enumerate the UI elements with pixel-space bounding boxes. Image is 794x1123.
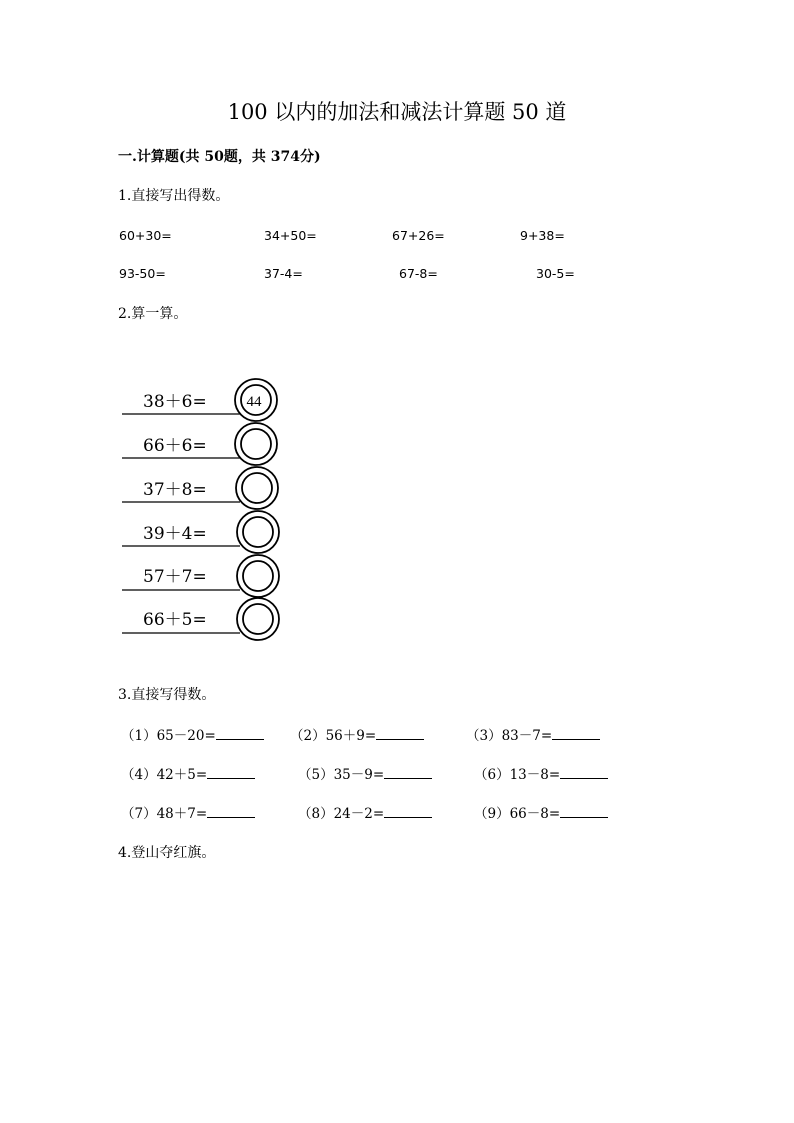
q3-expr: （8）24－2= [298, 806, 385, 822]
q3-expr: （2）56＋9= [290, 728, 377, 744]
q3-expr: （6）13－8= [474, 767, 561, 783]
equation-label: 66＋5= [143, 610, 207, 630]
equation-label: 38＋6= [143, 392, 207, 412]
page-title: 100 以内的加法和减法计算题 50 道 [227, 100, 567, 124]
answer-blank[interactable] [384, 764, 432, 779]
q3-item [121, 803, 255, 823]
answer-circle-inner [243, 561, 273, 591]
q3-item [121, 764, 255, 784]
answer-blank[interactable] [560, 803, 608, 818]
answer-blank[interactable] [216, 725, 264, 740]
q3-expr: （3）83－7= [466, 728, 553, 744]
q3-item [474, 764, 608, 784]
question-1-title: 1.直接写出得数。 [118, 188, 230, 204]
q3-item [121, 725, 264, 745]
q3-expr: （9）66－8= [474, 806, 561, 822]
q1-item: 67-8= [399, 266, 438, 281]
question-2-title: 2.算一算。 [118, 306, 188, 322]
q3-expr: （4）42＋5= [121, 767, 208, 783]
answer-circle-inner [243, 604, 273, 634]
q3-item [466, 725, 600, 745]
answer-circle-inner [241, 429, 271, 459]
q1-item: 67+26= [392, 228, 445, 243]
answer-blank[interactable] [560, 764, 608, 779]
question-4-title: 4.登山夺红旗。 [118, 845, 216, 861]
answer-blank[interactable] [207, 803, 255, 818]
answer-circle-inner [243, 517, 273, 547]
equation-label: 37＋8= [143, 480, 207, 500]
q3-item [474, 803, 608, 823]
q1-item: 60+30= [119, 228, 172, 243]
answer-value: 44 [246, 394, 262, 410]
q3-expr: （5）35－9= [298, 767, 385, 783]
answer-blank[interactable] [207, 764, 255, 779]
q3-expr: （1）65－20= [121, 728, 216, 744]
q1-item: 37-4= [264, 266, 303, 281]
equation-label: 57＋7= [143, 567, 207, 587]
answer-blank[interactable] [376, 725, 424, 740]
question-3-title: 3.直接写得数。 [118, 687, 216, 703]
equation-label: 66＋6= [143, 436, 207, 456]
q1-item: 93-50= [119, 266, 166, 281]
answer-circle-inner [242, 473, 272, 503]
q3-expr: （7）48＋7= [121, 806, 208, 822]
q3-item [290, 725, 424, 745]
equation-label: 39＋4= [143, 524, 207, 544]
q1-item: 34+50= [264, 228, 317, 243]
q1-item: 30-5= [536, 266, 575, 281]
q3-item [298, 803, 432, 823]
q1-item: 9+38= [520, 228, 565, 243]
answer-blank[interactable] [552, 725, 600, 740]
answer-blank[interactable] [384, 803, 432, 818]
q3-item [298, 764, 432, 784]
section-header: 一.计算题(共 50题，共 374分) [118, 149, 321, 165]
